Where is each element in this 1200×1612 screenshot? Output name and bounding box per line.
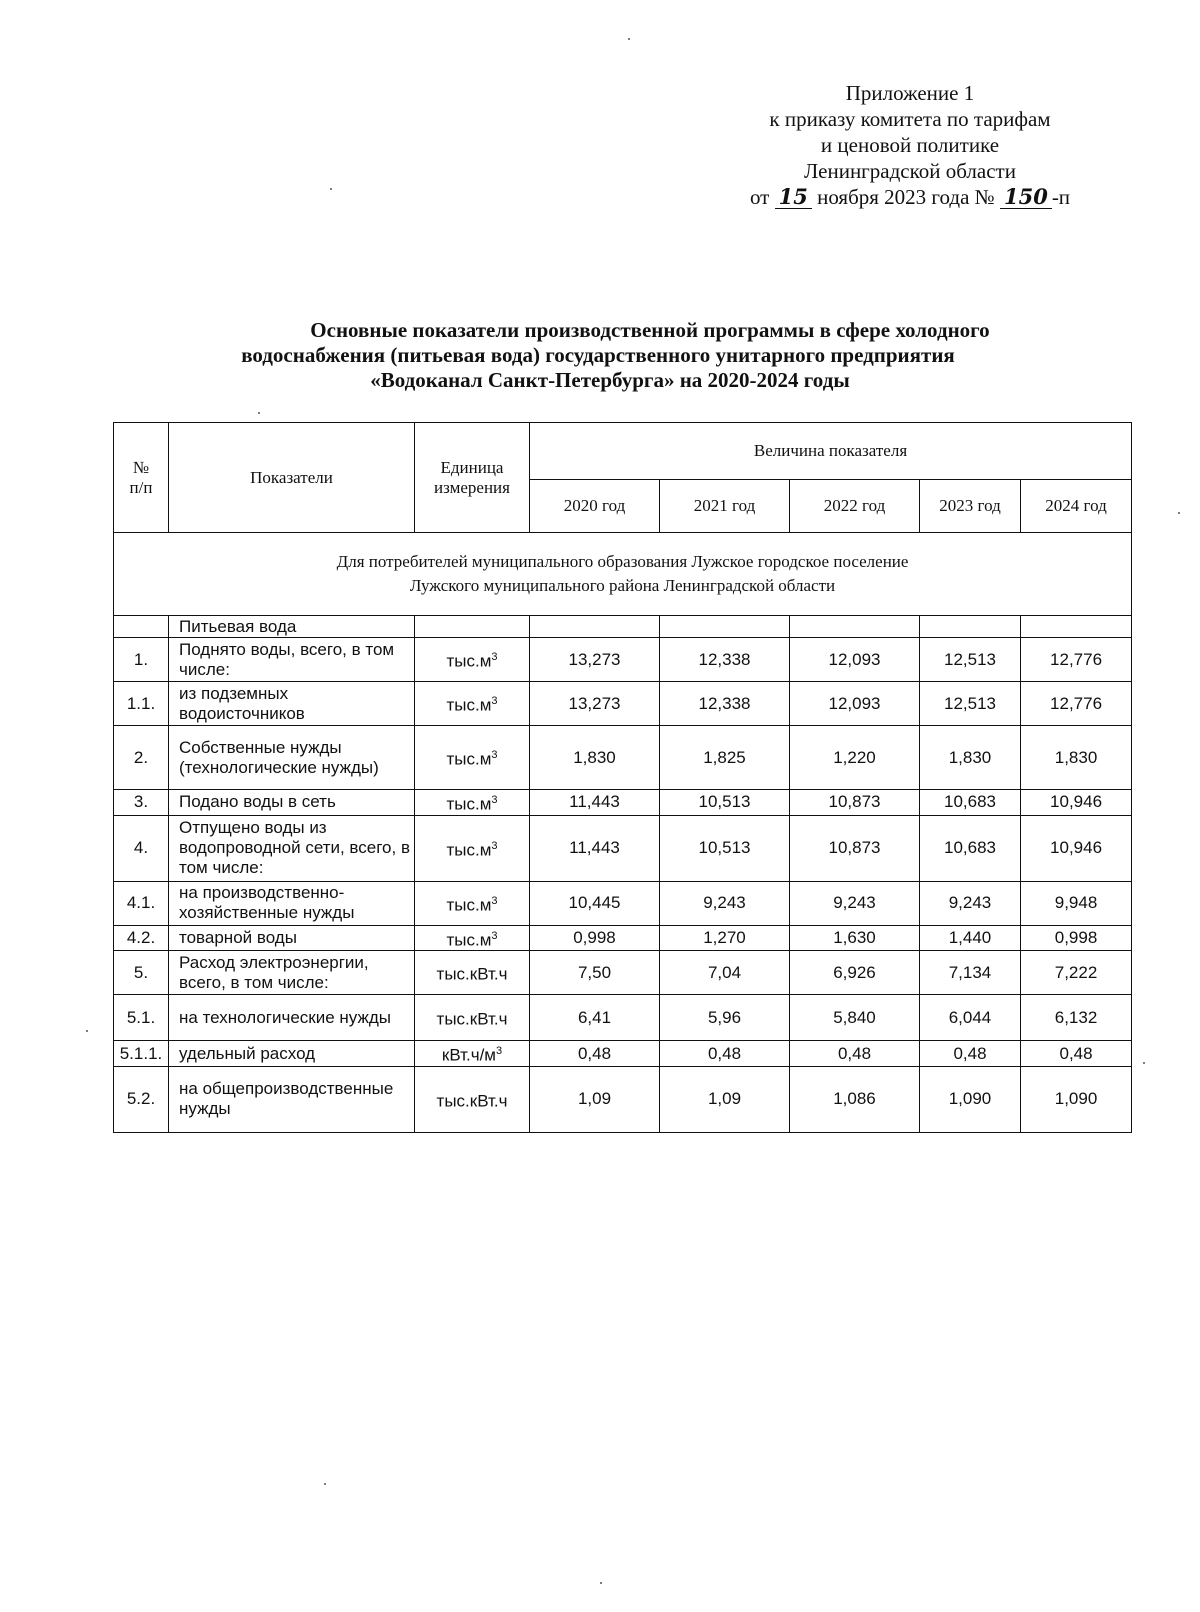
value-cell: 1,830 — [1021, 726, 1132, 790]
table-row — [114, 881, 1132, 925]
row-number: 1.1. — [114, 682, 169, 726]
scan-speck — [628, 38, 630, 40]
unit-superscript: 3 — [491, 794, 498, 806]
value-cell: 12,513 — [920, 638, 1021, 682]
value-cell: 12,513 — [920, 682, 1021, 726]
table-row — [114, 925, 1132, 951]
annex-committee-line: и ценовой политике — [820, 133, 1000, 157]
header-year: 2021 год — [660, 480, 790, 533]
month-year: ноября 2023 года № — [817, 185, 995, 209]
value-cell: 0,48 — [920, 1041, 1021, 1067]
section-heading — [114, 533, 1132, 616]
value-cell: 7,134 — [920, 951, 1021, 995]
title-line-1: Основные показатели производственной программы в сфере холодного — [310, 318, 990, 342]
unit-superscript: 3 — [491, 749, 498, 762]
row-number: 4.1. — [114, 881, 169, 925]
value-cell: 1,440 — [920, 925, 1021, 951]
header-year: 2023 год — [920, 480, 1021, 533]
unit-text: кВт.ч/м — [441, 1045, 496, 1065]
row-indicator: Собственные нужды (технологические нужды) — [169, 726, 415, 790]
header-year: 2020 год — [530, 480, 660, 533]
title-line-2: водоснабжения (питьевая вода) государственного унитарного предприятия — [241, 343, 955, 367]
row-unit — [415, 925, 530, 951]
value-cell: 11,443 — [530, 790, 660, 816]
row-indicator: на технологические нужды — [169, 995, 415, 1041]
value-cell: 1,270 — [660, 925, 790, 951]
value-cell: 10,683 — [920, 815, 1021, 881]
value-cell: 0,48 — [660, 1041, 790, 1067]
unit-superscript: 3 — [495, 1045, 503, 1058]
row-unit — [415, 726, 530, 790]
value-cell: 9,243 — [790, 881, 920, 925]
row-unit — [415, 1066, 530, 1132]
value-cell: 1,825 — [660, 726, 790, 790]
value-cell: 0,998 — [530, 925, 660, 951]
date-prefix: от — [749, 185, 770, 209]
scan-speck — [1178, 512, 1180, 514]
group-label: Питьевая вода — [169, 616, 415, 638]
value-cell: 1,090 — [920, 1066, 1021, 1132]
row-number: 4. — [114, 815, 169, 881]
value-cell: 12,776 — [1021, 682, 1132, 726]
table-row — [114, 790, 1132, 816]
value-cell: 0,998 — [1021, 925, 1132, 951]
value-cell: 10,946 — [1021, 790, 1132, 816]
scan-speck — [86, 1030, 88, 1032]
value-cell: 1,09 — [530, 1066, 660, 1132]
value-cell: 1,830 — [530, 726, 660, 790]
unit-text: тыс.м — [446, 895, 492, 915]
header-number: № п/п — [114, 423, 169, 533]
unit-superscript: 3 — [491, 839, 498, 852]
value-cell: 6,41 — [530, 995, 660, 1041]
table-row — [114, 815, 1132, 881]
header-value-group: Величина показателя — [530, 423, 1132, 480]
row-number: 1. — [114, 638, 169, 682]
header-year: 2022 год — [790, 480, 920, 533]
handwritten-order-number: 150 — [1000, 186, 1052, 209]
value-cell: 11,443 — [530, 815, 660, 881]
row-indicator: на общепроизводственные нужды — [169, 1066, 415, 1132]
empty-cell — [415, 616, 530, 638]
table-row — [114, 1066, 1132, 1132]
unit-text: тыс.кВт.ч — [436, 1091, 508, 1111]
row-indicator: удельный расход — [169, 1041, 415, 1067]
table-row — [114, 1041, 1132, 1067]
row-indicator: товарной воды — [169, 925, 415, 951]
unit-superscript: 3 — [491, 651, 498, 664]
unit-text: тыс.м — [446, 794, 492, 814]
section-line-2: Лужского муниципального района Ленинградской области — [409, 576, 836, 595]
value-cell: 10,513 — [660, 815, 790, 881]
title-line-3: «Водоканал Санкт-Петербурга» на 2020-2024 годы — [370, 368, 850, 392]
value-cell: 1,09 — [660, 1066, 790, 1132]
empty-cell — [790, 616, 920, 638]
row-unit — [415, 638, 530, 682]
row-number: 5.2. — [114, 1066, 169, 1132]
value-cell: 1,630 — [790, 925, 920, 951]
value-cell: 10,445 — [530, 881, 660, 925]
row-number: 2. — [114, 726, 169, 790]
header-unit: Единица измерения — [415, 423, 530, 533]
value-cell: 13,273 — [530, 682, 660, 726]
value-cell: 10,873 — [790, 815, 920, 881]
table-row — [114, 726, 1132, 790]
row-indicator: Расход электроэнергии, всего, в том числе: — [169, 951, 415, 995]
value-cell: 10,683 — [920, 790, 1021, 816]
table-row — [114, 638, 1132, 682]
row-unit — [415, 951, 530, 995]
handwritten-day: 15 — [775, 186, 812, 209]
value-cell: 9,243 — [660, 881, 790, 925]
value-cell: 1,086 — [790, 1066, 920, 1132]
unit-text: тыс.м — [446, 651, 492, 671]
value-cell: 9,948 — [1021, 881, 1132, 925]
unit-text: тыс.кВт.ч — [436, 965, 508, 985]
value-cell: 6,132 — [1021, 995, 1132, 1041]
value-cell: 1,830 — [920, 726, 1021, 790]
value-cell: 13,273 — [530, 638, 660, 682]
row-indicator: Отпущено воды из водопроводной сети, всего, в том числе: — [169, 815, 415, 881]
row-number: 3. — [114, 790, 169, 816]
section-line-1: Для потребителей муниципального образования Лужское городское поселение — [336, 552, 909, 571]
empty-cell — [1021, 616, 1132, 638]
unit-superscript: 3 — [491, 929, 498, 942]
row-indicator: на производственно-хозяйственные нужды — [169, 881, 415, 925]
value-cell: 0,48 — [1021, 1041, 1132, 1067]
empty-cell — [660, 616, 790, 638]
row-unit — [415, 815, 530, 881]
annex-order-line: к приказу комитета по тарифам — [769, 107, 1051, 131]
header-indicators: Показатели — [169, 423, 415, 533]
value-cell: 0,48 — [790, 1041, 920, 1067]
unit-text: тыс.кВт.ч — [436, 1010, 508, 1030]
value-cell: 9,243 — [920, 881, 1021, 925]
empty-cell — [920, 616, 1021, 638]
row-indicator: Подано воды в сеть — [169, 790, 415, 816]
table-row — [114, 995, 1132, 1041]
value-cell: 12,338 — [660, 638, 790, 682]
scan-speck — [1143, 1062, 1145, 1064]
unit-text: тыс.м — [446, 840, 492, 860]
value-cell: 10,513 — [660, 790, 790, 816]
annex-region-line: Ленинградской области — [804, 159, 1016, 183]
annex-date-line — [700, 184, 1120, 210]
group-num-empty — [114, 616, 169, 638]
unit-text: тыс.м — [446, 749, 492, 769]
scan-speck — [330, 188, 332, 190]
annex-block — [700, 80, 1120, 210]
value-cell: 12,093 — [790, 682, 920, 726]
table-row — [114, 951, 1132, 995]
unit-superscript: 3 — [491, 894, 498, 907]
order-number-suffix: -п — [1051, 185, 1071, 209]
unit-text: тыс.м — [446, 695, 492, 715]
value-cell: 0,48 — [530, 1041, 660, 1067]
indicators-table — [113, 422, 1132, 1133]
value-cell: 10,946 — [1021, 815, 1132, 881]
value-cell: 5,840 — [790, 995, 920, 1041]
scan-speck — [324, 1483, 326, 1485]
row-unit — [415, 682, 530, 726]
row-unit — [415, 995, 530, 1041]
value-cell: 1,220 — [790, 726, 920, 790]
row-number: 5.1. — [114, 995, 169, 1041]
value-cell: 10,873 — [790, 790, 920, 816]
value-cell: 12,776 — [1021, 638, 1132, 682]
row-indicator: из подземных водоисточников — [169, 682, 415, 726]
row-unit — [415, 1041, 530, 1067]
unit-superscript: 3 — [491, 695, 498, 708]
value-cell: 12,338 — [660, 682, 790, 726]
row-number: 5.1.1. — [114, 1041, 169, 1067]
document-title — [140, 318, 1080, 393]
value-cell: 12,093 — [790, 638, 920, 682]
scan-speck — [258, 412, 260, 414]
empty-cell — [530, 616, 660, 638]
value-cell: 7,222 — [1021, 951, 1132, 995]
value-cell: 5,96 — [660, 995, 790, 1041]
value-cell: 1,090 — [1021, 1066, 1132, 1132]
value-cell: 7,50 — [530, 951, 660, 995]
row-unit — [415, 790, 530, 816]
unit-text: тыс.м — [446, 930, 492, 950]
scan-speck — [600, 1582, 602, 1584]
value-cell: 6,044 — [920, 995, 1021, 1041]
row-number: 5. — [114, 951, 169, 995]
value-cell: 7,04 — [660, 951, 790, 995]
row-indicator: Поднято воды, всего, в том числе: — [169, 638, 415, 682]
annex-title: Приложение 1 — [845, 81, 975, 105]
value-cell: 6,926 — [790, 951, 920, 995]
table-row — [114, 682, 1132, 726]
row-unit — [415, 881, 530, 925]
header-year: 2024 год — [1021, 480, 1132, 533]
row-number: 4.2. — [114, 925, 169, 951]
